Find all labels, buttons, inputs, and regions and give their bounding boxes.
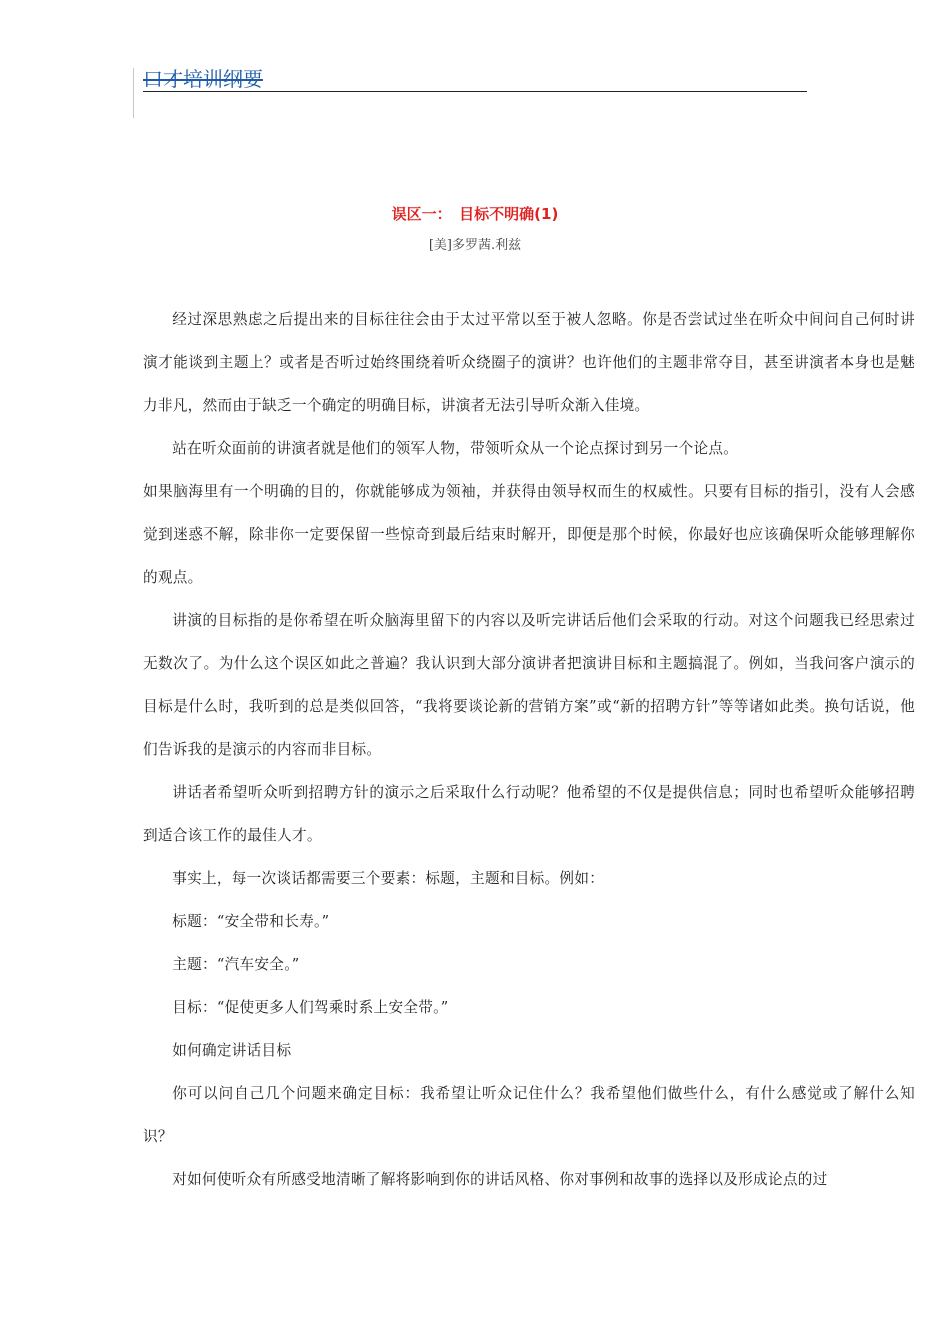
paragraph: 讲话者希望听众听到招聘方针的演示之后采取什么行动呢？他希望的不仅是提供信息；同时也希望听众能够招聘到适合该工作的最佳人才。 — [143, 784, 915, 844]
paragraph: 标题：“安全带和长寿。” — [172, 913, 330, 930]
article-author: [美]多罗茜.利兹 — [428, 238, 522, 253]
header-rule — [143, 91, 807, 92]
paragraph: 你可以问自己几个问题来确定目标：我希望让听众记住什么？我希望他们做些什么，有什么感觉或了解什么知识？ — [143, 1085, 915, 1145]
paragraph: 事实上，每一次谈话都需要三个要素：标题，主题和目标。例如： — [172, 870, 605, 887]
paragraph: 目标：“促使更多人们驾乘时系上安全带。” — [172, 999, 449, 1016]
paragraph: 经过深思熟虑之后提出来的目标往往会由于太过平常以至于被人忽略。你是否尝试过坐在听众中间问自己何时讲演才能谈到主题上？或者是否听过始终围绕着听众绕圈子的演讲？也许他们的主题非常夺目，甚至讲演者本身也是魅力非凡，然而由于缺乏一个确定的明确目标，讲演者无法引导听众渐入佳境。 — [143, 311, 915, 414]
paragraph: 主题：“汽车安全。” — [172, 956, 300, 973]
paragraph: 讲演的目标指的是你希望在听众脑海里留下的内容以及听完讲话后他们会采取的行动。对这个问题我已经思索过无数次了。为什么这个误区如此之普遍？我认识到大部分演讲者把演讲目标和主题搞混了。例如，当我问客户演示的目标是什么时，我听到的总是类似回答，“我将要谈论新的营销方案”或“新的招聘方针”等等诸如此类。换句话说，他们告诉我的是演示的内容而非目标。 — [143, 612, 915, 758]
article-body — [143, 298, 915, 1201]
paragraph: 如果脑海里有一个明确的目的，你就能够成为领袖，并获得由领导权而生的权威性。只要有目标的指引，没有人会感觉到迷惑不解，除非你一定要保留一些惊奇到最后结束时解开，即便是那个时候，你最好也应该确保听众能够理解你的观点。 — [143, 483, 915, 586]
article-title: 误区一： 目标不明确(1) — [391, 205, 559, 223]
header-title: 口才培训纲要 — [143, 67, 263, 91]
header-margin-mark — [133, 68, 134, 118]
paragraph: 站在听众面前的讲演者就是他们的领军人物，带领听众从一个论点探讨到另一个论点。 — [172, 440, 739, 457]
section-heading: 如何确定讲话目标 — [172, 1042, 292, 1059]
paragraph: 对如何使听众有所感受地清晰了解将影响到你的讲话风格、你对事例和故事的选择以及形成论点的过 — [172, 1171, 828, 1188]
